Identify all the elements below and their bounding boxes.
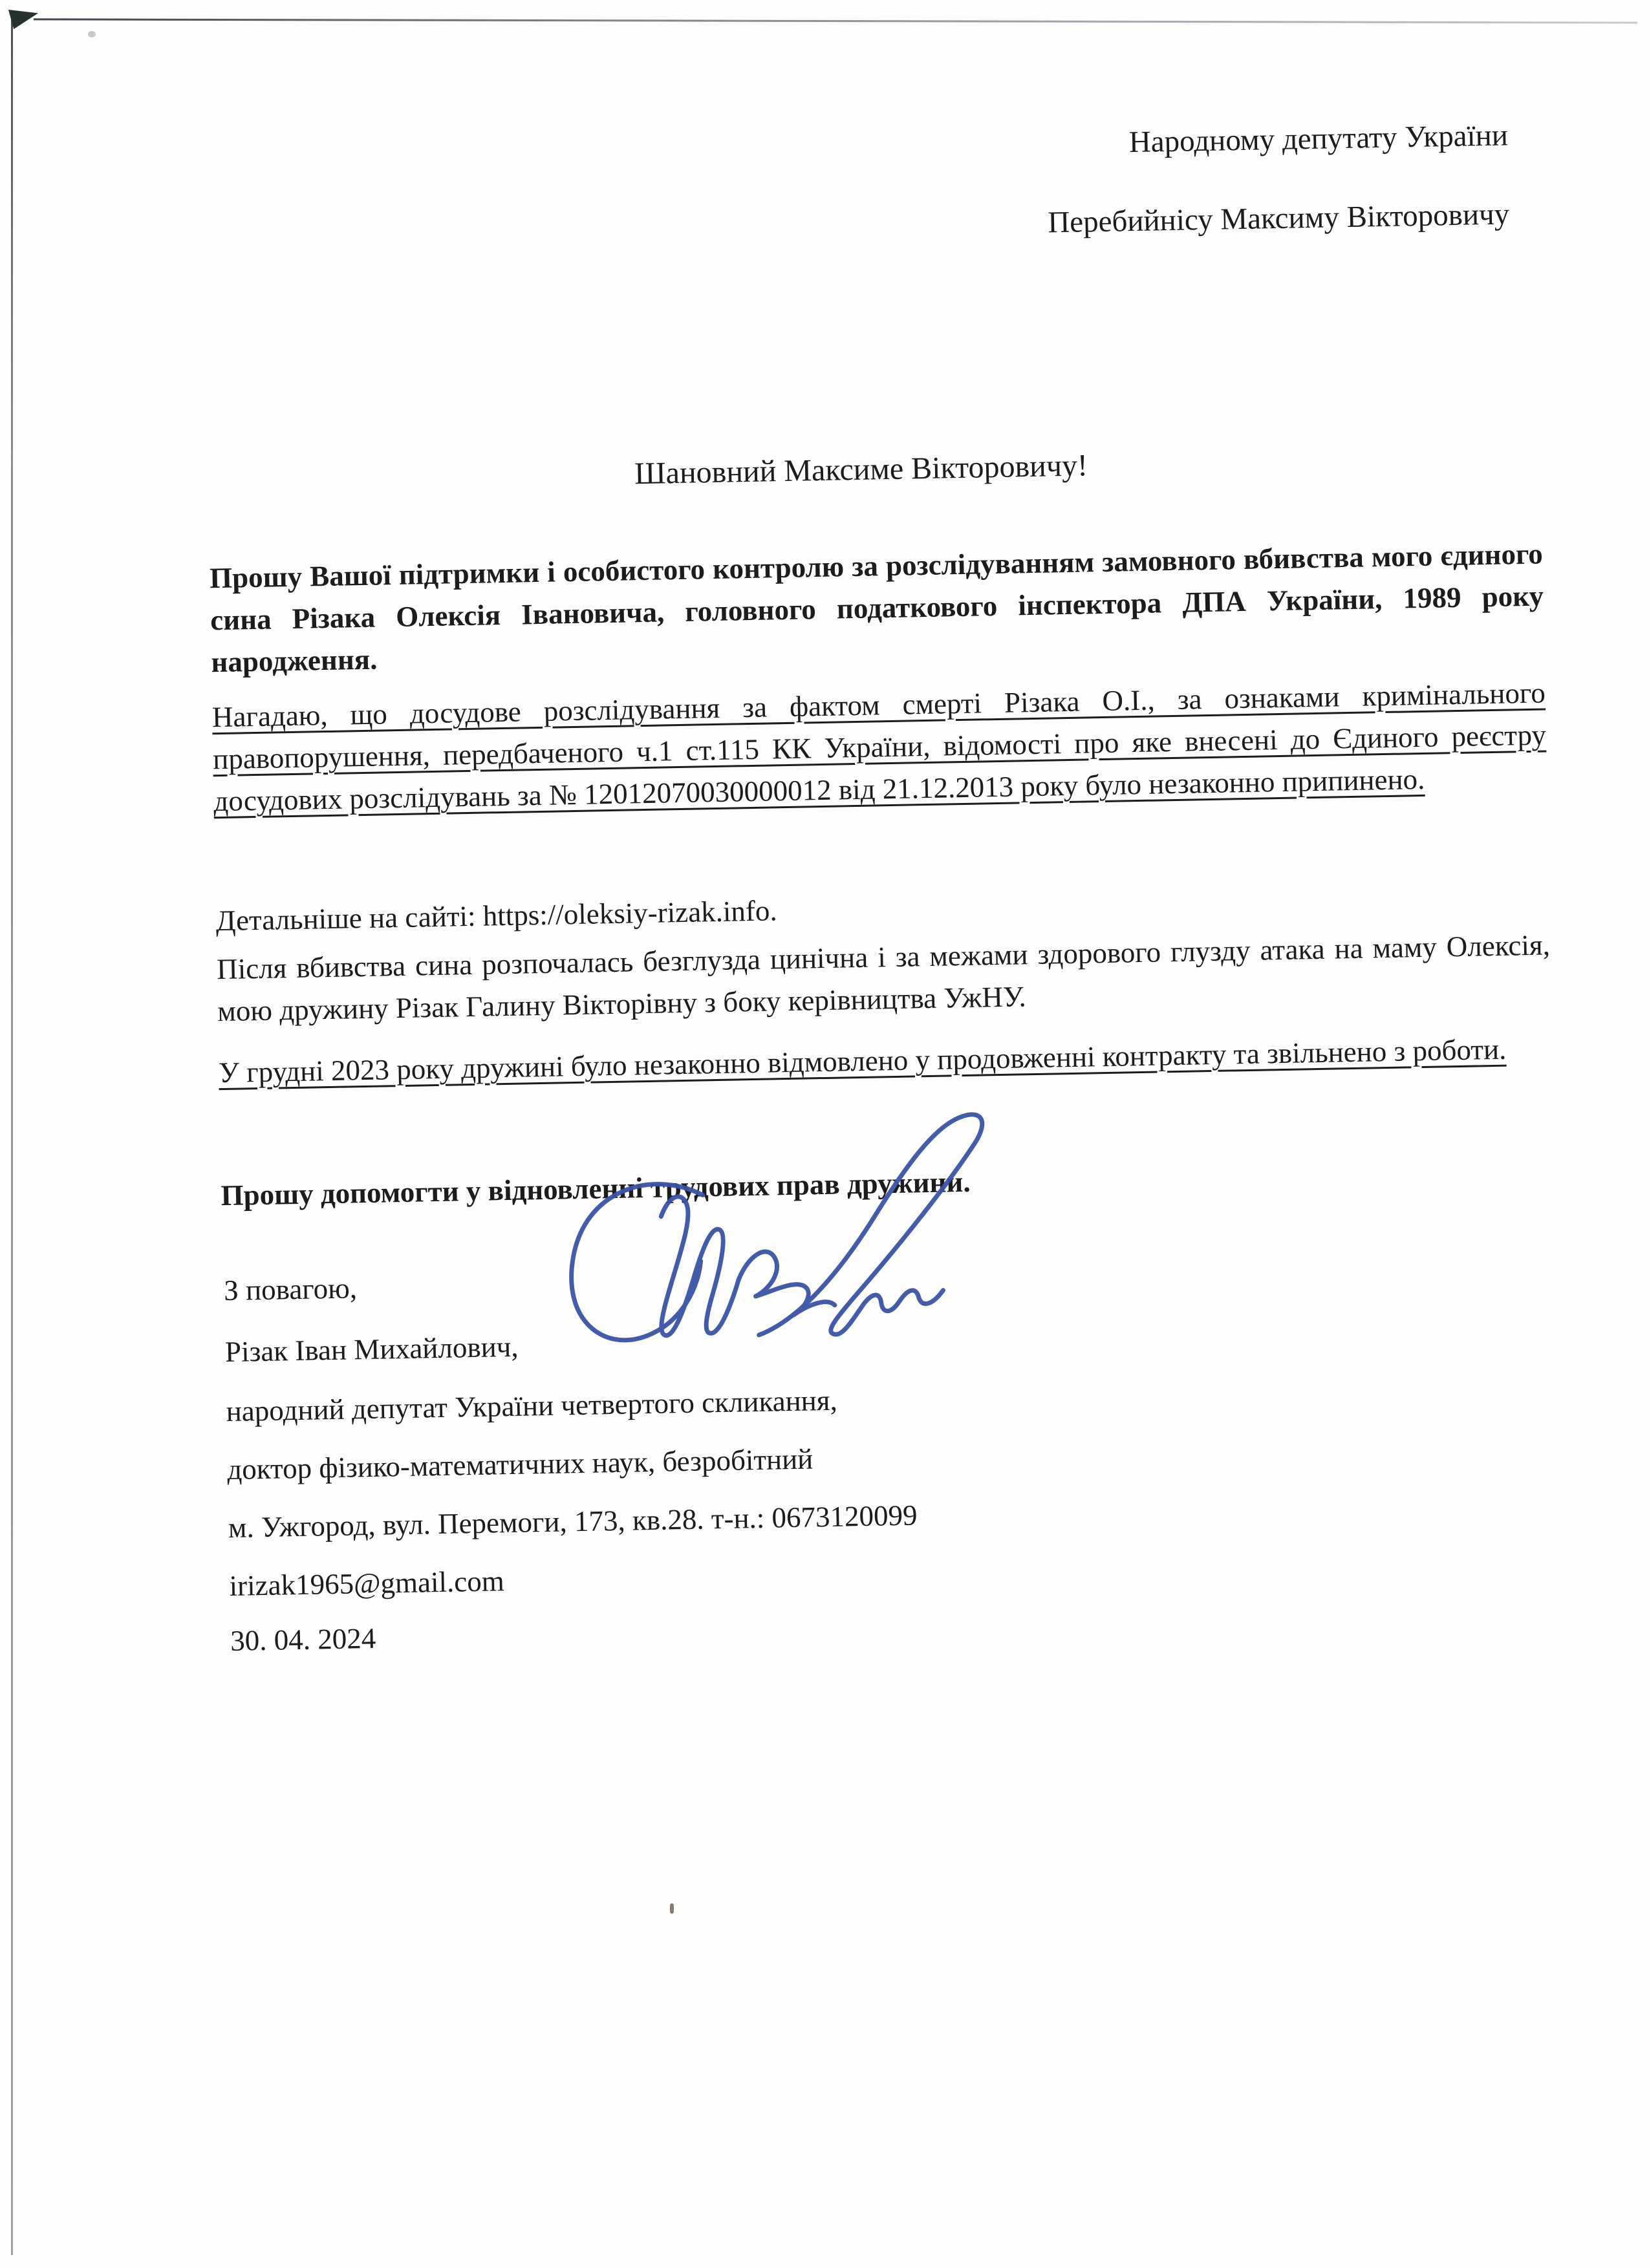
sender-title-deputy: народний депутат України четвертого скликання, — [226, 1384, 838, 1428]
body-paragraph-wife-attack: Після вбивства сина розпочалась безглузда цинічна і за межами здорового глузду атака на маму Олексія, мою дружину Різак Галину Вікторівну з боку керівництва УжНУ. — [216, 928, 1551, 1028]
recipient-block — [1046, 96, 1510, 262]
body-paragraph-request: Прошу Вашої підтримки і особистого контролю за розслідуванням замовного вбивства мого єдиного сина Різака Олексія Івановича, головного податкового інспектора ДПА України, 1989 року народження. — [209, 537, 1544, 679]
handwritten-signature — [547, 1067, 1005, 1366]
letter-date: 30. 04. 2024 — [230, 1621, 376, 1657]
sender-name: Різак Іван Михайлович, — [224, 1330, 519, 1369]
body-paragraph-contract-termination: У грудні 2023 року дружині було незаконно відмовлено у продовженні контракту та звільнено з роботи. — [218, 1032, 1507, 1089]
salutation: Шановний Максиме Вікторовичу! — [634, 448, 1088, 491]
closing-line: З повагою, — [223, 1272, 358, 1307]
sender-email: irizak1965@gmail.com — [229, 1565, 505, 1602]
body-paragraph-help-request: Прошу допомогти у відновленні трудових прав дружини. — [221, 1165, 971, 1212]
recipient-title: Народному депутату України — [1128, 118, 1509, 160]
body-paragraph-case-details: Нагадаю, що досудове розслідування за фактом смерті Різака О.І., за ознаками кримінального правопорушення, передбаченого ч.1 ст.115 КК України, відомості про яке внесені до Єдиного реєстру досудових розслідувань за № 12012070030000012 від 21.12.2013 року було незаконно припинено. — [211, 676, 1547, 818]
body-paragraph-website-link: Детальніше на сайті: https://oleksiy-rizak.info. — [215, 894, 778, 937]
sender-title-doctor: доктор фізико-математичних наук, безробітний — [226, 1442, 814, 1486]
sender-address-phone: м. Ужгород, вул. Перемоги, 173, кв.28. т-н.: 0673120099 — [228, 1499, 918, 1544]
recipient-name: Перебийнісу Максиму Вікторовичу — [1047, 197, 1510, 240]
